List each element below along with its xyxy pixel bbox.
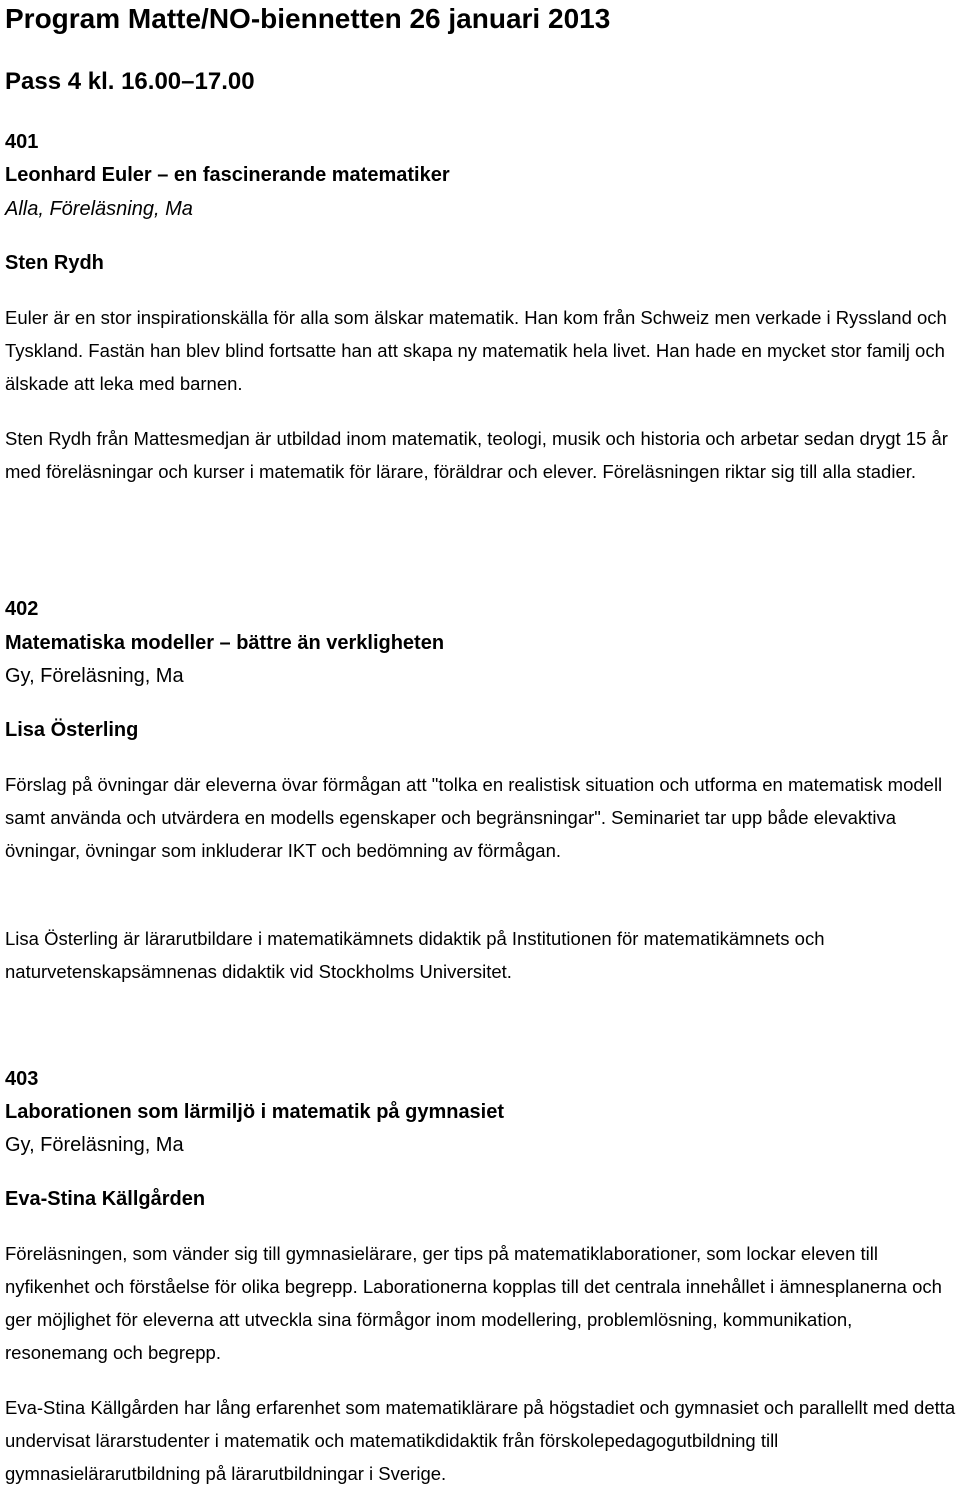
session-title: Matematiska modeller – bättre än verkligheten bbox=[5, 632, 445, 654]
speaker-bio: Sten Rydh från Mattesmedjan är utbildad inom matematik, teologi, musik och historia och arbetar sedan drygt 15 år med föreläsningar och kurser i matematik för lärare, föräldrar och elever. Föreläsningen riktar sig till alla stadier. bbox=[5, 428, 948, 482]
session-number: 403 bbox=[5, 1068, 39, 1090]
session-title: Leonhard Euler – en fascinerande matematiker bbox=[5, 164, 450, 186]
session-description: Föreläsningen, som vänder sig till gymnasielärare, ger tips på matematiklaborationer, som lockar eleven till nyfikenhet och förståelse för olika begrepp. Laborationerna kopplas till det centrala innehållet i ämnesplanerna och ger möjlighet för eleverna att utveckla sina förmågor inom modellering, problemlösning, kommunikation, resonemang och begrepp. bbox=[5, 1243, 942, 1363]
session-title: Laborationen som lärmiljö i matematik på gymnasiet bbox=[5, 1101, 505, 1123]
speaker-bio: Eva-Stina Källgården har lång erfarenhet som matematiklärare på högstadiet och gymnasiet och parallellt med detta undervisat lärarstudenter i matematik och matematikdidaktik från förskolepedagogutbildning till gymnasielärarutbildning på lärarutbildningar i Sverige. bbox=[5, 1397, 956, 1484]
session-number: 402 bbox=[5, 598, 39, 620]
session-meta: Gy, Föreläsning, Ma bbox=[5, 665, 184, 687]
speaker-name: Sten Rydh bbox=[5, 252, 104, 274]
speaker-bio: Lisa Österling är lärarutbildare i matematikämnets didaktik på Institutionen för matematikämnets och naturvetenskapsämnenas didaktik vid Stockholms Universitet. bbox=[5, 928, 825, 982]
session-meta: Gy, Föreläsning, Ma bbox=[5, 1134, 184, 1156]
session-description: Förslag på övningar där eleverna övar förmågan att "tolka en realistisk situation och utforma en matematisk modell samt använda och utvärdera en modells egenskaper och begränsningar". Seminariet tar upp både elevaktiva övningar, övningar som inkluderar IKT och bedömning av förmågan. bbox=[5, 774, 943, 861]
speaker-name: Lisa Österling bbox=[5, 719, 139, 741]
speaker-name: Eva-Stina Källgården bbox=[5, 1188, 206, 1210]
pass-heading: Pass 4 kl. 16.00–17.00 bbox=[5, 68, 255, 95]
session-number: 401 bbox=[5, 131, 39, 153]
session-meta: Alla, Föreläsning, Ma bbox=[5, 198, 193, 220]
session-description: Euler är en stor inspirationskälla för alla som älskar matematik. Han kom från Schweiz men verkade i Ryssland och Tyskland. Fastän han blev blind fortsatte han att skapa ny matematik hela livet. Han hade en mycket stor familj och älskade att leka med barnen. bbox=[5, 307, 947, 394]
document-title: Program Matte/NO-biennetten 26 januari 2013 bbox=[5, 3, 611, 34]
